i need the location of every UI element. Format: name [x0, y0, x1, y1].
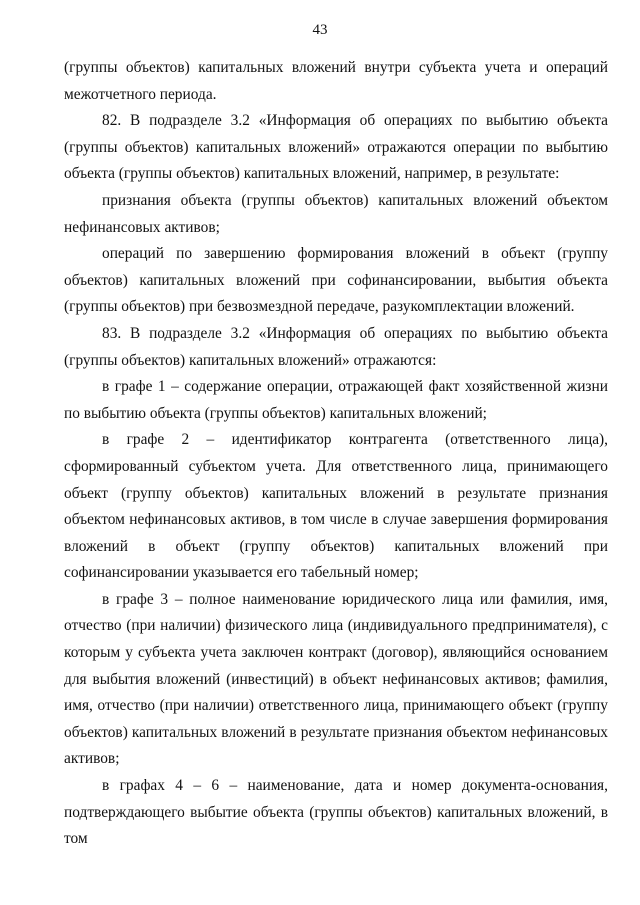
paragraph-82: 82. В подразделе 3.2 «Информация об операциях по выбытию объекта (группы объектов) капитальных вложений» отражаются операции по выбытию объекта (группы объектов) капитальных вложений, например, в результате:	[64, 112, 608, 183]
paragraph-column-1: в графе 1 – содержание операции, отражающей факт хозяйственной жизни по выбытию объекта (группы объектов) капитальных вложений;	[64, 378, 608, 422]
paragraph-83: 83. В подразделе 3.2 «Информация об операциях по выбытию объекта (группы объектов) капитальных вложений» отражаются:	[64, 324, 608, 369]
paragraph-columns-4-6: в графах 4 – 6 – наименование, дата и номер документа-основания, подтверждающего выбытие объекта (группы объектов) капитальных вложений, в том	[64, 777, 608, 848]
paragraph-column-3: в графе 3 – полное наименование юридического лица или фамилия, имя, отчество (при наличии) физического лица (индивидуального предпринимателя), с которым у субъекта учета заключен контракт (договор), являющийся основанием для выбытия вложений (инвестиций) в объект нефинансовых активов; фамилия, имя, отчество (при наличии) ответственного лица, принимающего объект (группу объектов) капитальных вложений в результате признания объектом нефинансовых активов;	[64, 590, 608, 768]
paragraph-recognition: признания объекта (группы объектов) капитальных вложений объектом нефинансовых активов;	[64, 191, 608, 236]
paragraph-continuation: (группы объектов) капитальных вложений внутри субъекта учета и операций межотчетного периода.	[64, 59, 608, 103]
paragraph-column-2: в графе 2 – идентификатор контрагента (ответственного лица), сформированный субъектом учета. Для ответственного лица, принимающего объект (группу объектов) капитальных вложений в результате признания объектом нефинансовых активов, в том числе в случае завершения формирования вложений в объект (группу объектов) капитальных вложений при софинансировании указывается его табельный номер;	[64, 431, 608, 582]
paragraph-completion-operations: операций по завершению формирования вложений в объект (группу объектов) капитальных вложений при софинансировании, выбытия объекта (группы объектов) при безвозмездной передаче, разукомплектации вложений.	[64, 245, 608, 316]
page-number: 43	[312, 22, 328, 38]
body-text	[64, 55, 608, 853]
